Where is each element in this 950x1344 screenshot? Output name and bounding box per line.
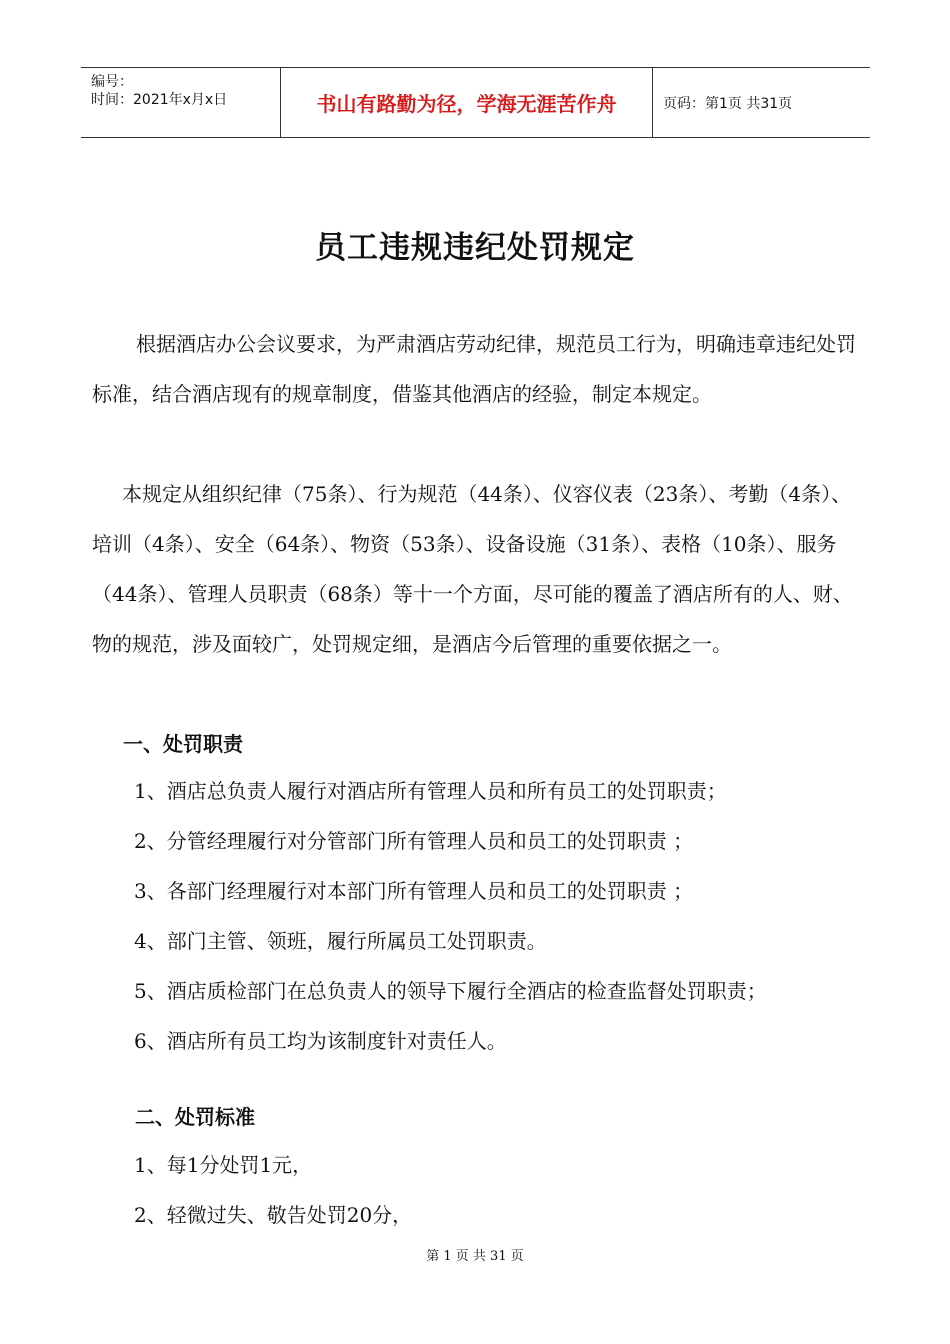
intro-paragraph: 根据酒店办公会议要求，为严肃酒店劳动纪律，规范员工行为，明确违章违纪处罚标准，结合酒店现有的规章制度，借鉴其他酒店的经验，制定本规定。 (92, 332, 856, 406)
list-item: 1、每1分处罚1元， (134, 1153, 313, 1177)
document-title: 员工违规违纪处罚规定 (315, 230, 635, 266)
list-item: 1、酒店总负责人履行对酒店所有管理人员和所有员工的处罚职责； (134, 779, 727, 803)
list-item: 6、酒店所有员工均为该制度针对责任人。 (134, 1029, 507, 1053)
header-table (81, 67, 870, 138)
list-item: 3、各部门经理履行对本部门所有管理人员和员工的处罚职责 ； (134, 879, 694, 903)
header-meta-cell (81, 68, 281, 137)
page-footer: 第 1 页 共 31 页 (426, 1249, 524, 1264)
time-label: 时间：2021年x月x日 (91, 92, 228, 108)
header-page-info: 页码：第1页 共31页 (663, 95, 793, 112)
list-item: 2、轻微过失、敬告处罚20分， (134, 1203, 413, 1227)
section-heading-standards: 二、处罚标准 (135, 1105, 255, 1129)
number-label: 编号： (91, 74, 133, 90)
section-heading-responsibilities: 一、处罚职责 (123, 732, 243, 756)
list-item: 5、酒店质检部门在总负责人的领导下履行全酒店的检查监督处罚职责； (134, 979, 767, 1003)
list-item: 2、分管经理履行对分管部门所有管理人员和员工的处罚职责 ； (134, 829, 694, 853)
scope-paragraph: 本规定从组织纪律（75条）、行为规范（44条）、仪容仪表（23条）、考勤（4条）、培训（4条）、安全（64条）、物资（53条）、设备设施（31条）、表格（10条）、服务（44条）、管理人员职责（68条）等十一个方面，尽可能的覆盖了酒店所有的人、财、物的规范，涉及面较广，处罚规定细，是酒店今后管理的重要依据之一。 (92, 482, 853, 656)
header-motto: 书山有路勤为径，学海无涯苦作舟 (281, 68, 653, 137)
list-item: 4、部门主管、领班，履行所属员工处罚职责。 (134, 929, 547, 953)
